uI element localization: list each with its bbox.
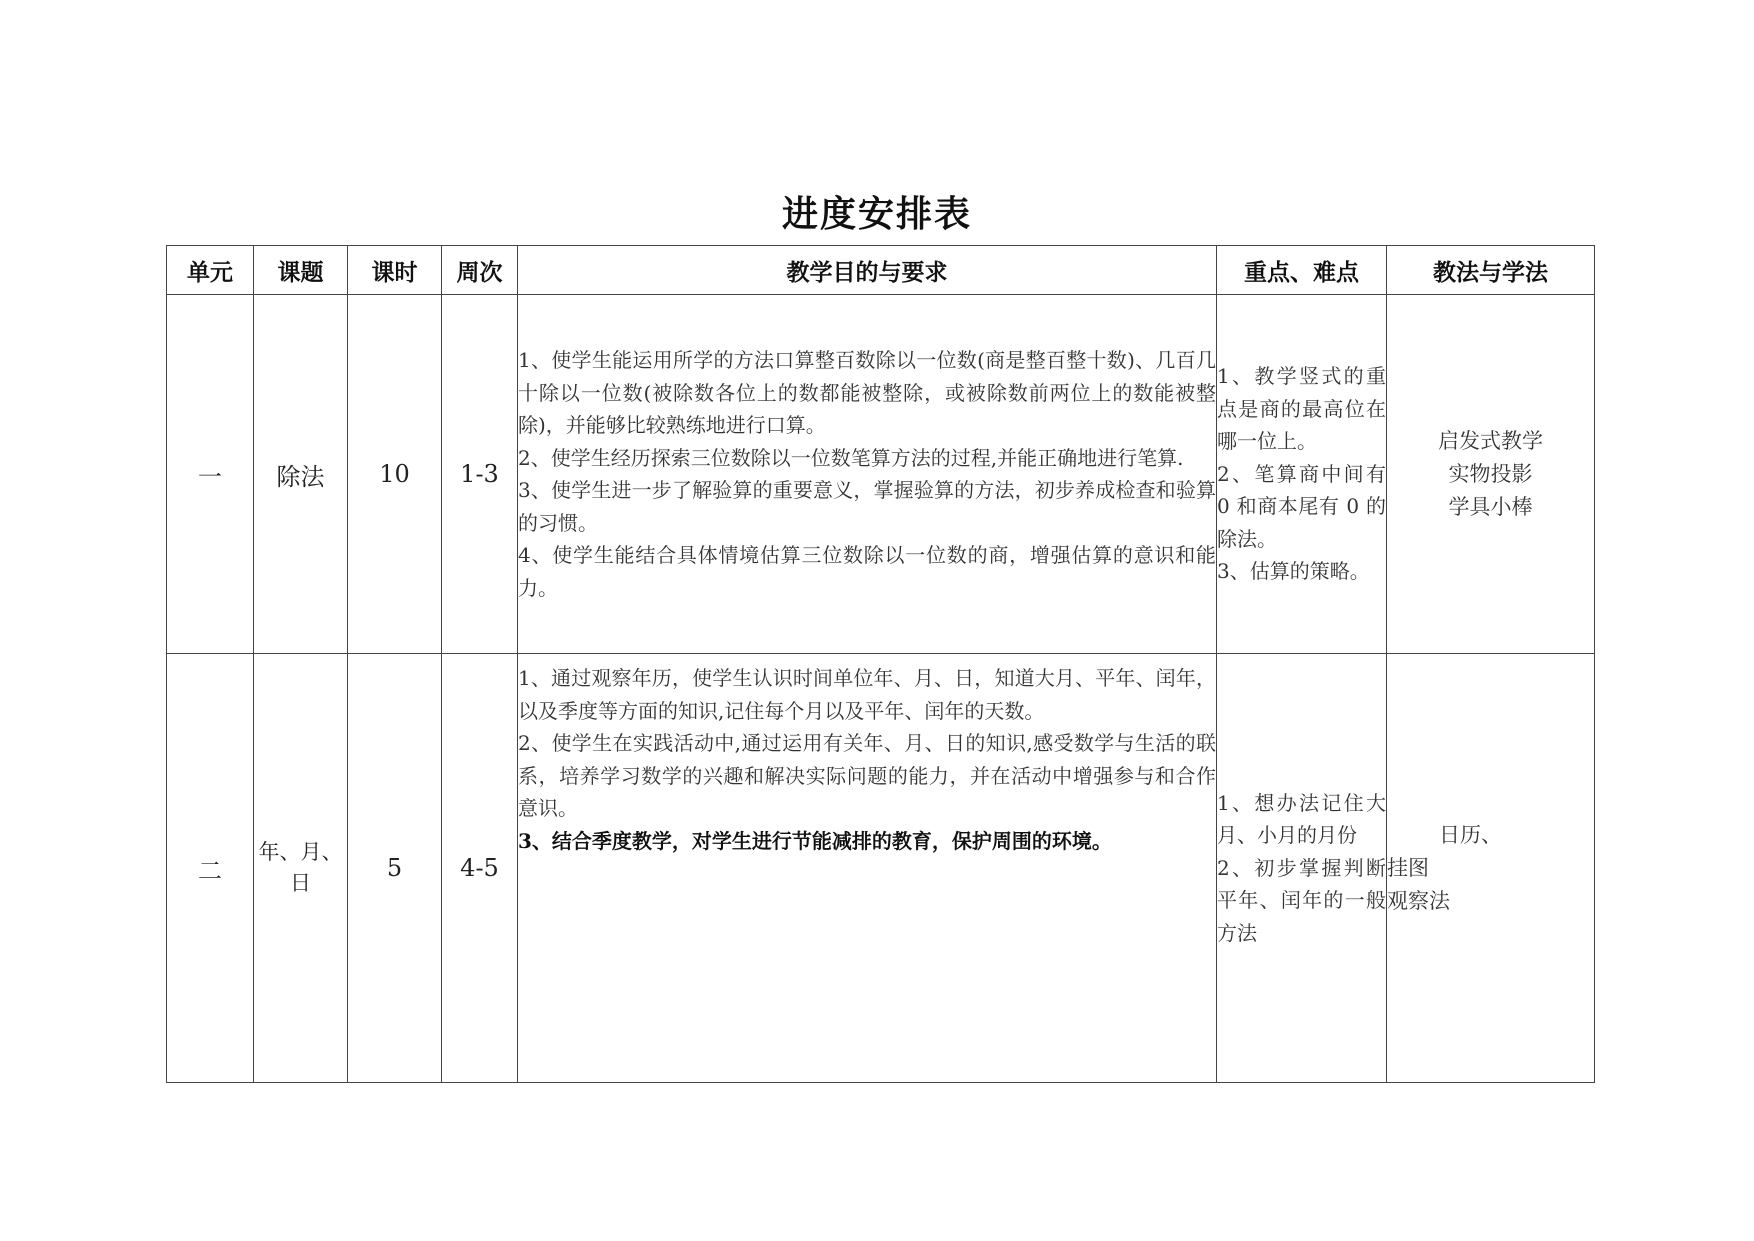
- methods-cell: [1387, 654, 1595, 1083]
- keypoint-item: 1、教学竖式的重点是商的最高位在哪一位上。: [1217, 364, 1386, 454]
- method-item: 挂图: [1387, 855, 1429, 880]
- keypoint-item: 1、想办法记住大月、小月的月份: [1217, 790, 1386, 848]
- unit-cell: 一: [167, 295, 254, 654]
- method-item: 启发式教学: [1438, 428, 1543, 453]
- header-weeks: 周次: [442, 246, 518, 295]
- keypoint-item: 2、初步掌握判断平年、闰年的一般方法: [1217, 855, 1386, 945]
- hours-cell: 5: [348, 654, 442, 1083]
- goal-item: 1、通过观察年历，使学生认识时间单位年、月、日，知道大月、平年、闰年，以及季度等方面的知识,记住每个月以及平年、闰年的天数。: [518, 666, 1216, 723]
- method-item: 日历、: [1439, 822, 1502, 847]
- header-topic: 课题: [254, 246, 348, 295]
- weeks-cell: 1-3: [442, 295, 518, 654]
- methods-cell: [1387, 295, 1595, 654]
- table-row: [167, 295, 1595, 654]
- header-unit: 单元: [167, 246, 254, 295]
- weeks-cell: 4-5: [442, 654, 518, 1083]
- header-goals: 教学目的与要求: [518, 246, 1217, 295]
- hours-cell: 10: [348, 295, 442, 654]
- method-item: 观察法: [1387, 888, 1450, 913]
- goal-item: 4、使学生能结合具体情境估算三位数除以一位数的商，增强估算的意识和能力。: [518, 543, 1216, 600]
- method-item: 实物投影: [1448, 461, 1533, 486]
- header-keypoints: 重点、难点: [1217, 246, 1387, 295]
- goal-item: 1、使学生能运用所学的方法口算整百数除以一位数(商是整百整十数)、几百几十除以一位数(被除数各位上的数都能被整除，或被除数前两位上的数能被整除)，并能够比较熟练地进行口算。: [518, 348, 1216, 437]
- keypoints-cell: [1217, 295, 1387, 654]
- unit-cell: 二: [167, 654, 254, 1083]
- goal-item-emphasis: 3、结合季度教学，对学生进行节能减排的教育，保护周围的环境。: [518, 828, 1112, 853]
- table-row: [167, 654, 1595, 1083]
- goals-cell: [518, 295, 1217, 654]
- keypoints-cell: [1217, 654, 1387, 1083]
- header-row: [167, 246, 1595, 295]
- topic-cell: 年、月、日: [254, 654, 348, 1083]
- goals-cell: [518, 654, 1217, 1083]
- keypoint-item: 2、笔算商中间有 0 和商本尾有 0 的除法。: [1217, 461, 1386, 551]
- goal-item: 3、使学生进一步了解验算的重要意义，掌握验算的方法，初步养成检查和验算的习惯。: [518, 478, 1216, 535]
- topic-cell: 除法: [254, 295, 348, 654]
- goal-item: 2、使学生在实践活动中,通过运用有关年、月、日的知识,感受数学与生活的联系，培养学习数学的兴趣和解决实际问题的能力，并在活动中增强参与和合作意识。: [518, 731, 1216, 820]
- header-hours: 课时: [348, 246, 442, 295]
- page-title: 进度安排表: [781, 193, 972, 235]
- keypoint-item: 3、估算的策略。: [1217, 559, 1370, 584]
- schedule-table: [166, 245, 1595, 1083]
- header-methods: 教法与学法: [1387, 246, 1595, 295]
- method-item: 学具小棒: [1448, 494, 1533, 519]
- goal-item: 2、使学生经历探索三位数除以一位数笔算方法的过程,并能正确地进行笔算.: [518, 445, 1184, 470]
